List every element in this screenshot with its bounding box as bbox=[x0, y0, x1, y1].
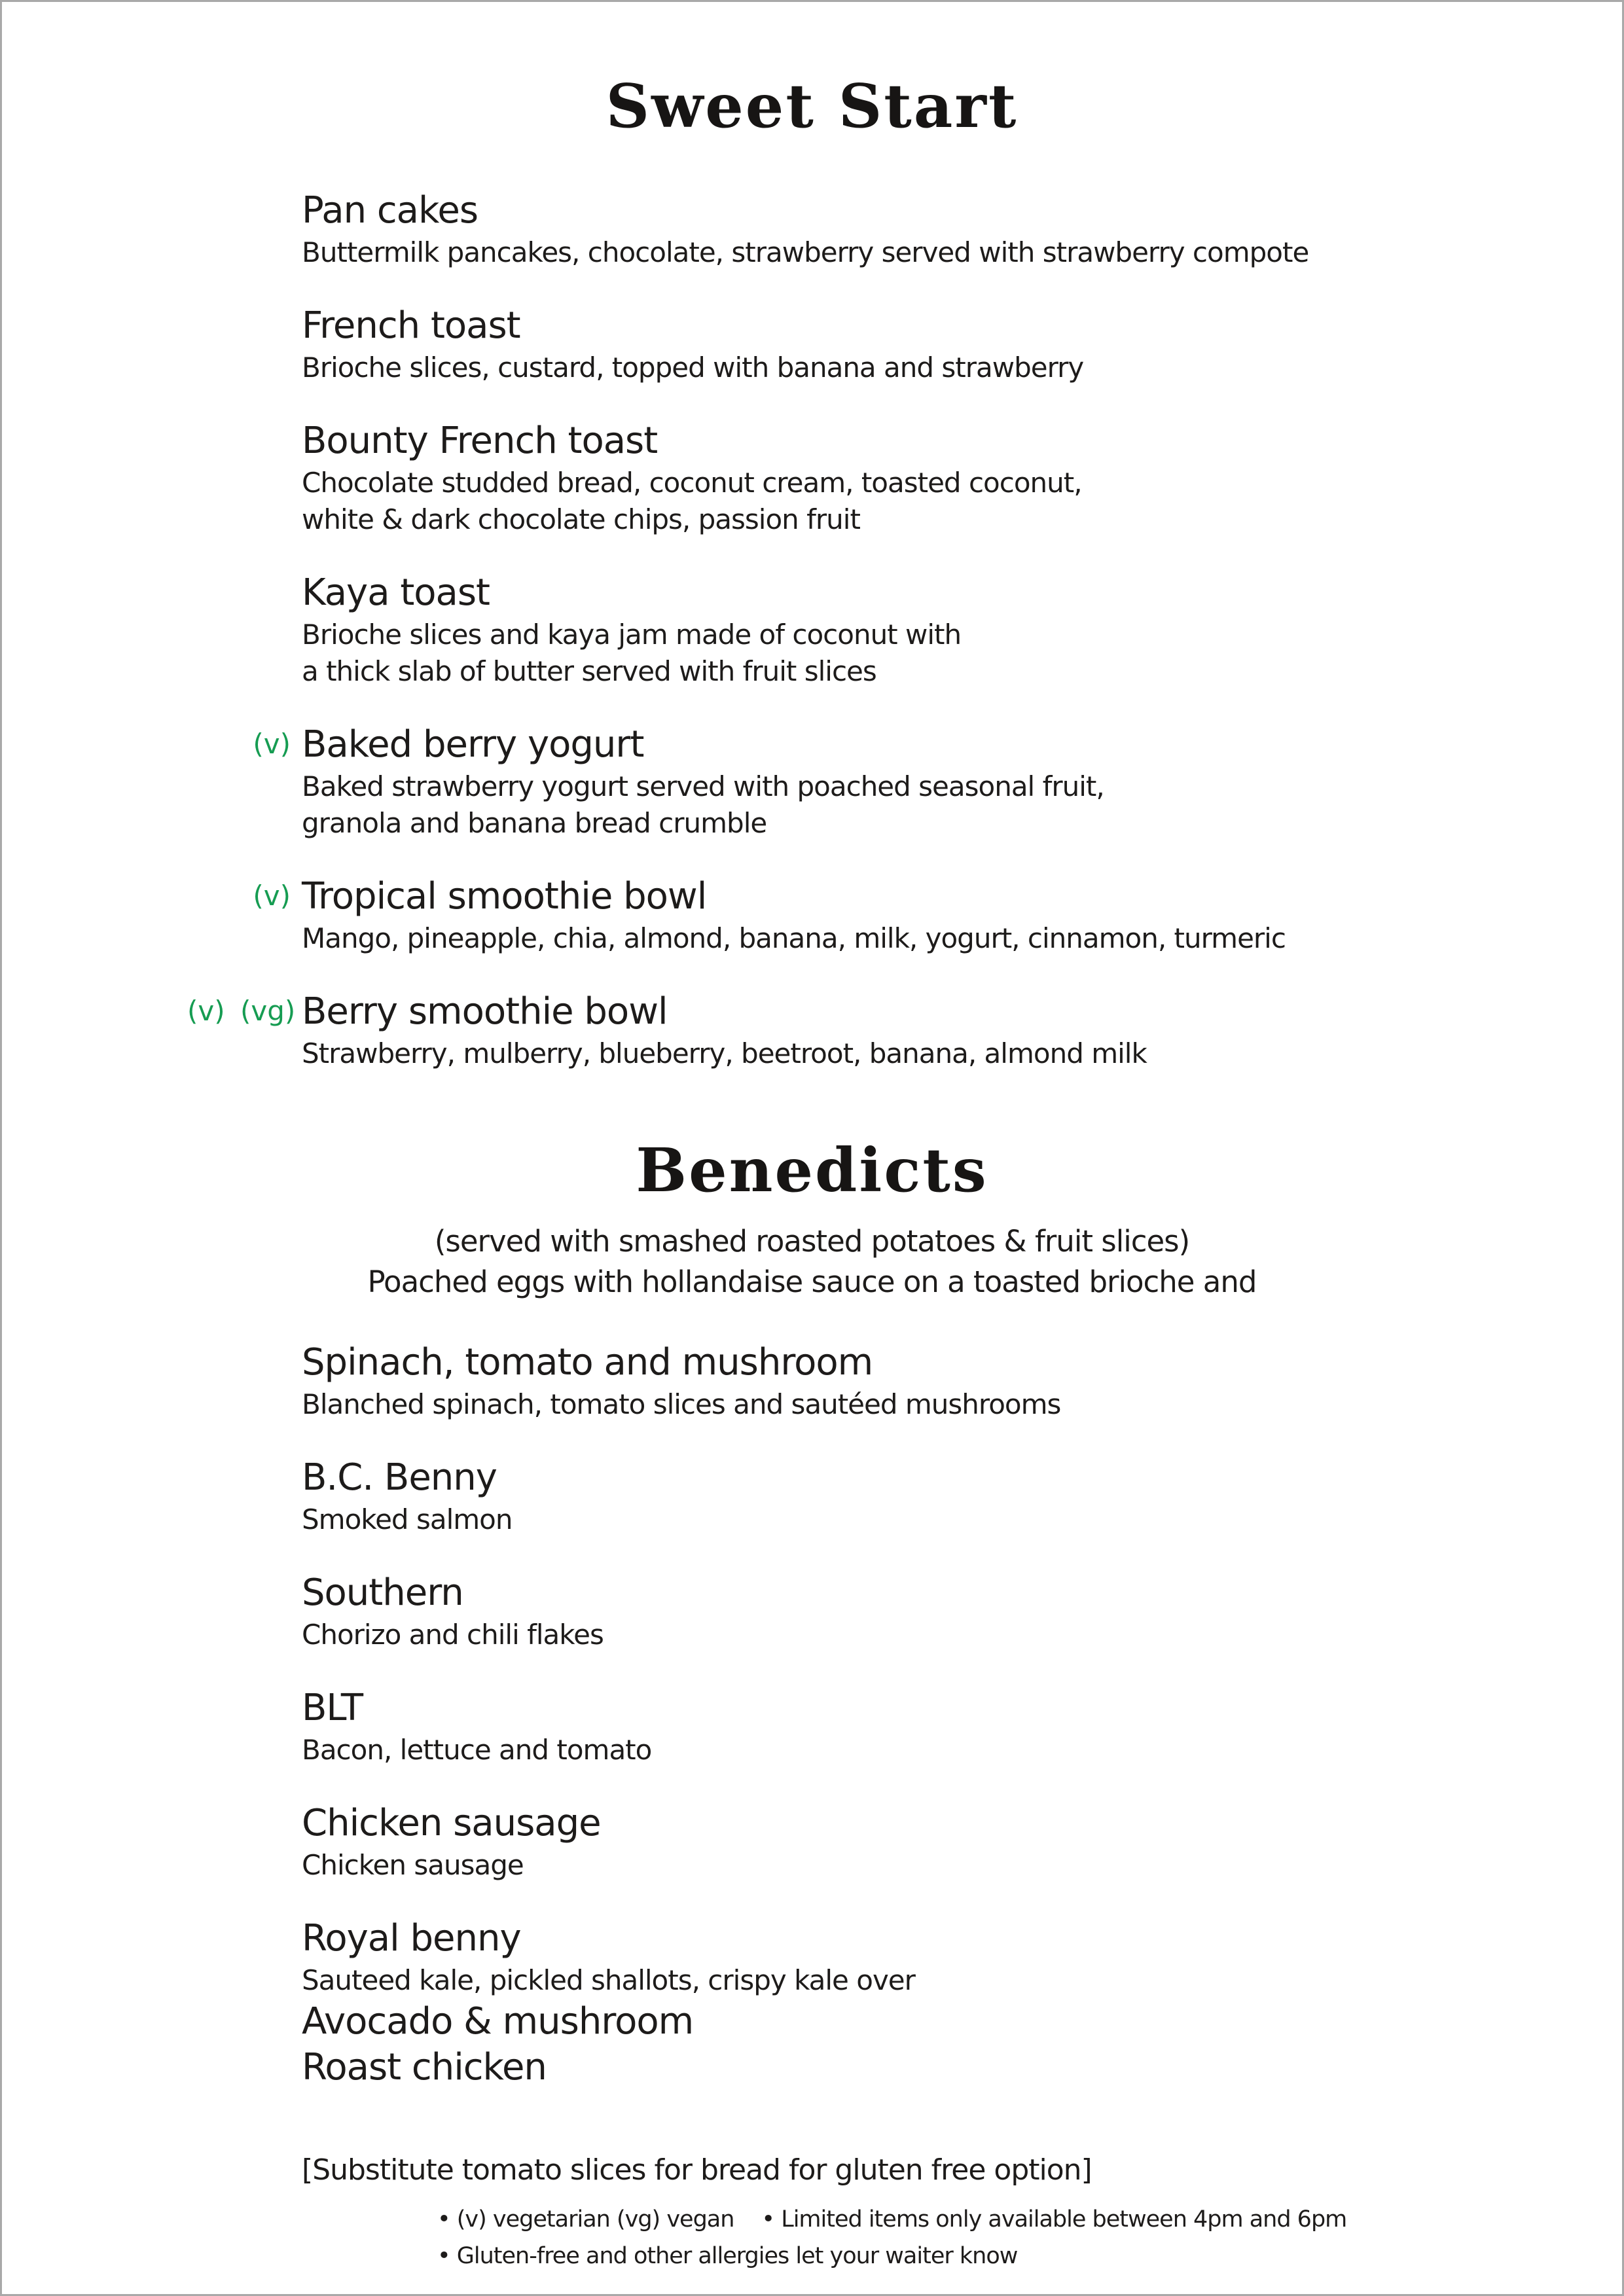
item-description: Brioche slices and kaya jam made of coconut with bbox=[302, 619, 962, 651]
item-option-avocado-mushroom: Avocado & mushroom bbox=[302, 2000, 694, 2043]
item-description: Buttermilk pancakes, chocolate, strawberry served with strawberry compote bbox=[302, 236, 1309, 268]
veg-marker-vg: (vg) bbox=[240, 995, 296, 1027]
menu-item-pan-cakes bbox=[302, 187, 1386, 271]
section-title-benedicts: Benedicts bbox=[636, 1135, 988, 1206]
item-description: Chocolate studded bread, coconut cream, toasted coconut, bbox=[302, 467, 1082, 499]
menu-item-berry-smoothie-bowl bbox=[187, 988, 1386, 1072]
item-title: Berry smoothie bowl bbox=[302, 990, 668, 1033]
item-description: Bacon, lettuce and tomato bbox=[302, 1734, 652, 1766]
menu-item-southern bbox=[302, 1570, 1386, 1653]
item-description: Blanched spinach, tomato slices and sautéed mushrooms bbox=[302, 1388, 1061, 1420]
item-description: granola and banana bread crumble bbox=[302, 807, 767, 839]
vegetarian-marker bbox=[181, 728, 291, 760]
footer-line-1 bbox=[437, 2201, 1346, 2238]
footer-veg-legend: • (v) vegetarian (vg) vegan bbox=[437, 2206, 734, 2233]
item-description: Sauteed kale, pickled shallots, crispy kale over bbox=[302, 1964, 915, 1996]
footer-limited-items-note: • Limited items only available between 4pm and 6pm bbox=[761, 2206, 1347, 2233]
item-title: Tropical smoothie bowl bbox=[302, 875, 707, 918]
menu-item-blt bbox=[302, 1685, 1386, 1768]
menu-item-chicken-sausage bbox=[302, 1800, 1386, 1884]
benedicts-subtitle-poached-eggs: Poached eggs with hollandaise sauce on a toasted brioche and bbox=[367, 1265, 1257, 1299]
menu-item-kaya-toast bbox=[302, 569, 1386, 690]
item-title: French toast bbox=[302, 304, 520, 347]
item-title: Kaya toast bbox=[302, 571, 490, 614]
item-title: Southern bbox=[302, 1571, 463, 1614]
vegetarian-marker bbox=[181, 880, 291, 912]
item-title: Bounty French toast bbox=[302, 420, 658, 462]
menu-item-bc-benny bbox=[302, 1454, 1386, 1538]
footer-allergy-note: • Gluten-free and other allergies let your waiter know bbox=[437, 2243, 1018, 2269]
item-description: a thick slab of butter served with fruit slices bbox=[302, 655, 876, 687]
item-description: Smoked salmon bbox=[302, 1503, 513, 1535]
item-title: Baked berry yogurt bbox=[302, 723, 644, 766]
footer-notes bbox=[437, 2201, 1346, 2274]
item-title: Royal benny bbox=[302, 1917, 521, 1960]
menu-item-baked-berry-yogurt bbox=[253, 721, 1386, 842]
item-option-roast-chicken: Roast chicken bbox=[302, 2046, 547, 2089]
menu-content bbox=[2, 2, 1622, 2187]
footer-line-2 bbox=[437, 2238, 1346, 2274]
vegetarian-vegan-marker bbox=[181, 995, 296, 1027]
item-description: Strawberry, mulberry, blueberry, beetroot, banana, almond milk bbox=[302, 1037, 1147, 1069]
menu-item-spinach-tomato-mushroom bbox=[302, 1339, 1386, 1423]
item-title: Pan cakes bbox=[302, 189, 478, 232]
veg-marker-v: (v) bbox=[253, 728, 291, 760]
item-description: Brioche slices, custard, topped with banana and strawberry bbox=[302, 351, 1084, 384]
item-description: Baked strawberry yogurt served with poached seasonal fruit, bbox=[302, 770, 1104, 802]
benedicts-subtitle-served-with: (served with smashed roasted potatoes & fruit slices) bbox=[434, 1224, 1190, 1259]
menu-item-royal-benny bbox=[302, 1915, 1386, 2090]
item-title: Spinach, tomato and mushroom bbox=[302, 1341, 873, 1384]
item-description: Mango, pineapple, chia, almond, banana, milk, yogurt, cinnamon, turmeric bbox=[302, 922, 1286, 954]
item-description: Chorizo and chili flakes bbox=[302, 1619, 604, 1651]
item-title: B.C. Benny bbox=[302, 1456, 497, 1499]
item-title: Chicken sausage bbox=[302, 1802, 601, 1844]
item-description: white & dark chocolate chips, passion fruit bbox=[302, 503, 860, 535]
benedicts-subtitle-block bbox=[302, 1221, 1386, 1302]
menu-item-bounty-french-toast bbox=[302, 418, 1386, 538]
section-title-sweet-start: Sweet Start bbox=[605, 71, 1019, 141]
item-title: BLT bbox=[302, 1687, 363, 1729]
veg-marker-v: (v) bbox=[253, 880, 291, 912]
veg-marker-v: (v) bbox=[187, 995, 225, 1027]
gluten-free-substitution-note: [Substitute tomato slices for bread for gluten free option] bbox=[302, 2153, 1092, 2187]
item-description: Chicken sausage bbox=[302, 1849, 524, 1881]
menu-item-tropical-smoothie-bowl bbox=[253, 873, 1386, 957]
menu-item-french-toast bbox=[302, 302, 1386, 386]
